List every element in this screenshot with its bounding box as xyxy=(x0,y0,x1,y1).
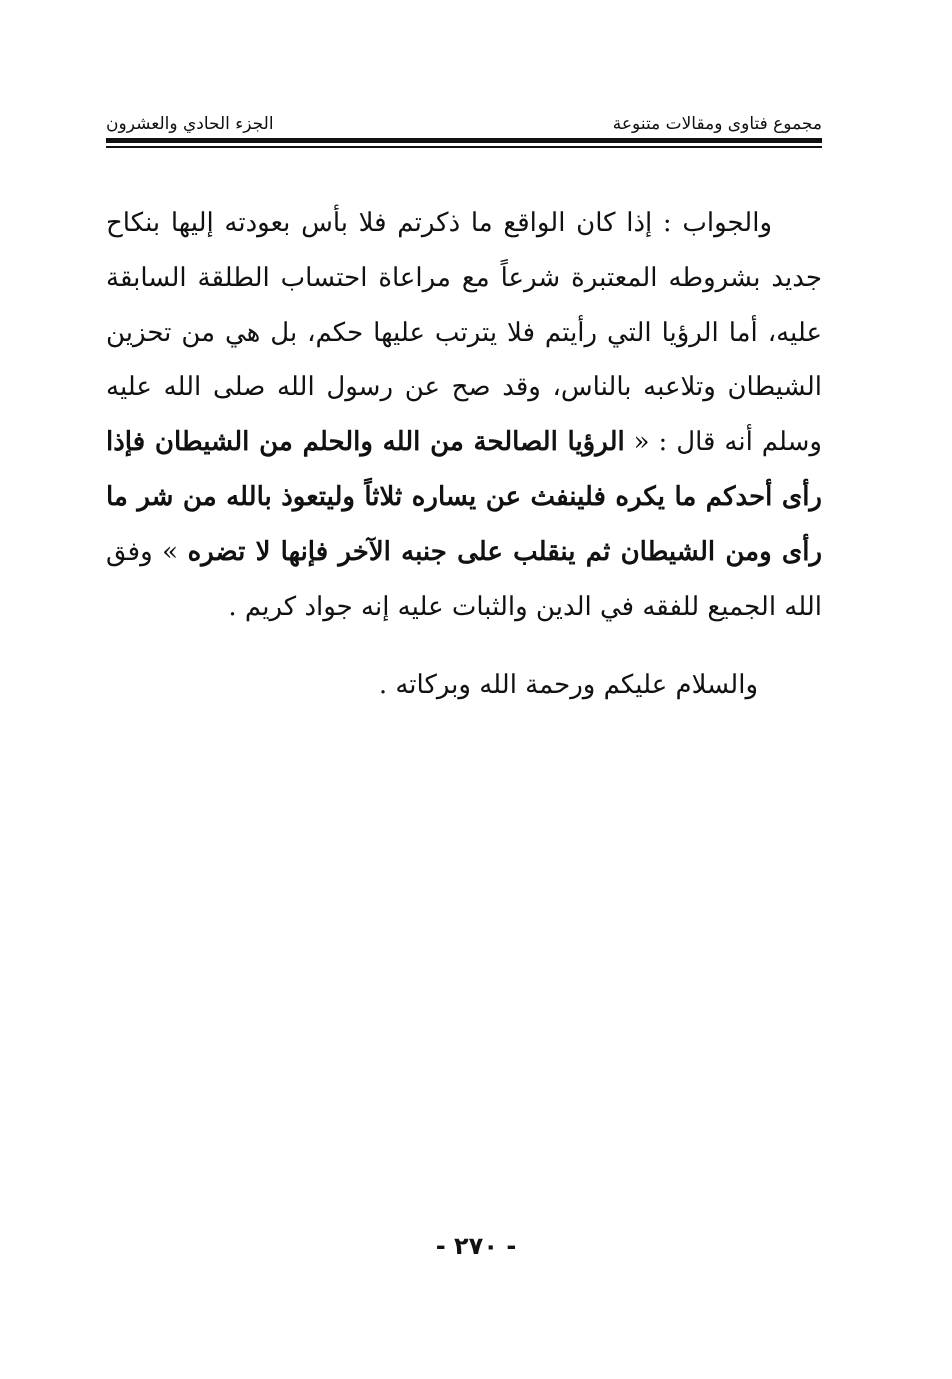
header-rule-thin xyxy=(106,146,822,148)
answer-intro: والجواب : إذا كان الواقع ما ذكرتم فلا بأس بعودته إليها بنكاح جديد بشروطه المعتبرة شرعاً مع مراعاة احتساب الطلقة السابقة عليه، أما الرؤيا التي رأيتم فلا يترتب عليها حكم، بل هي من تحزين الشيطان وتلاعبه بالناس، وقد صح عن رسول الله صلى الله عليه وسلم أنه قال : xyxy=(106,208,822,458)
page-number: - ٢٧٠ - xyxy=(435,1232,517,1260)
closing-greeting: والسلام عليكم ورحمة الله وبركاته . xyxy=(378,670,758,700)
running-header xyxy=(106,100,822,134)
answer-outro: وفق الله الجميع للفقه في الدين والثبات عليه إنه جواد كريم . xyxy=(106,536,822,622)
fatwa-answer-paragraph xyxy=(106,196,822,634)
close-quote: » xyxy=(162,536,179,567)
header-rule-thick xyxy=(106,138,822,143)
volume-label: الجزء الحادي والعشرون xyxy=(106,114,274,134)
hadith-quotation: الرؤيا الصالحة من الله والحلم من الشيطان فإذا رأى أحدكم ما يكره فلينفث عن يساره ثلاثاً وليتعوذ بالله من شر ما رأى ومن الشيطان ثم ينقلب على جنبه الآخر فإنها لا تضره xyxy=(106,427,823,567)
book-title: مجموع فتاوى ومقالات متنوعة xyxy=(612,114,822,134)
open-quote: « xyxy=(633,427,650,458)
